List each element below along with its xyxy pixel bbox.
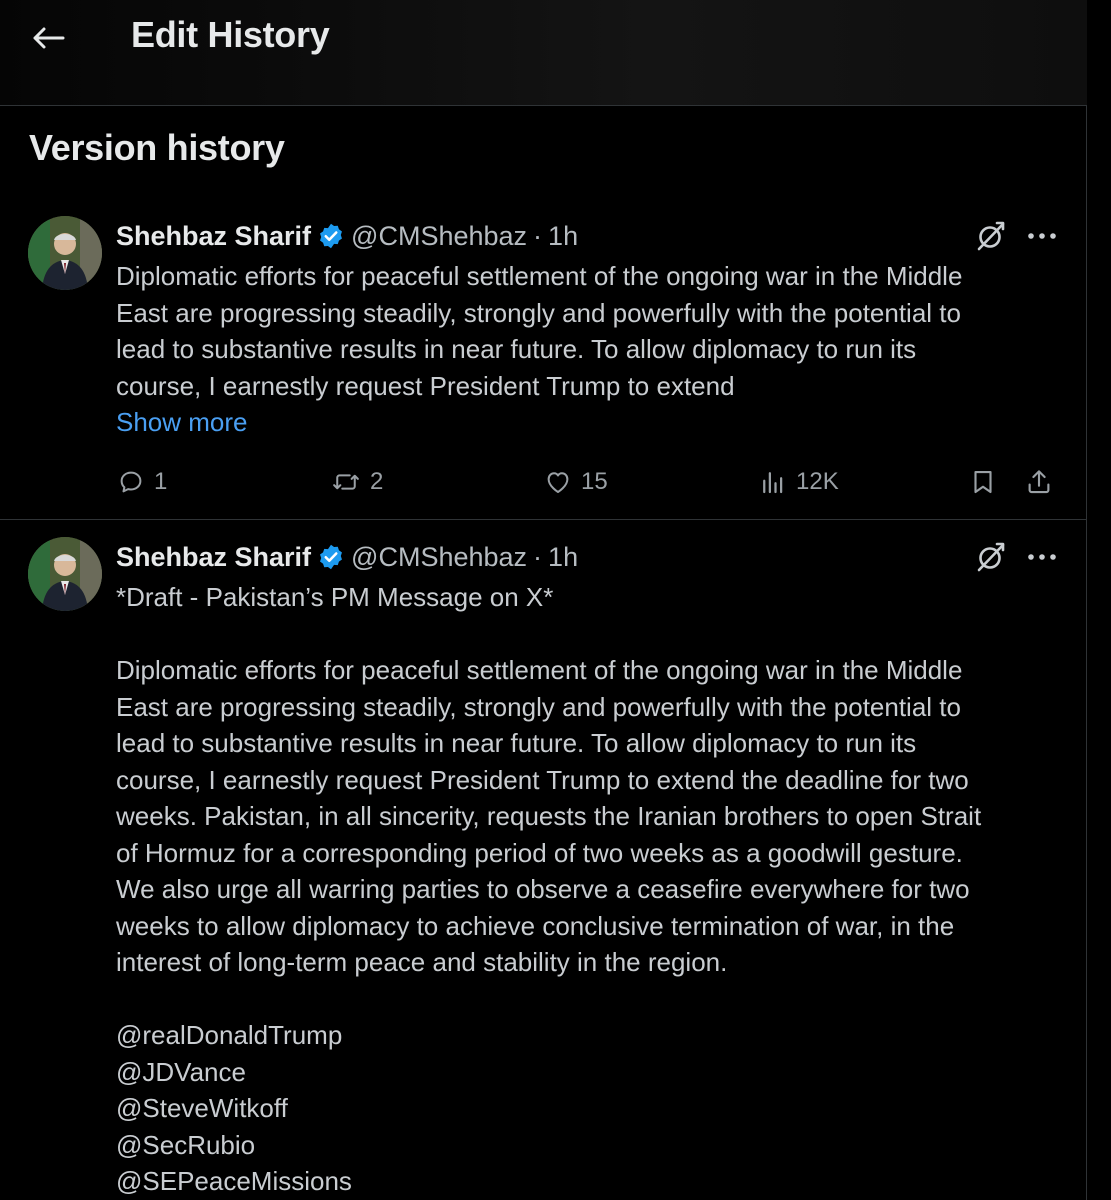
back-button[interactable] [26,18,70,58]
reply-count: 1 [154,468,168,495]
version-history-heading: Version history [29,127,285,168]
post-actions [116,462,1066,502]
avatar[interactable] [28,216,102,290]
mention-link[interactable]: @SEPeaceMissions [116,1166,352,1196]
mention-link[interactable]: @SteveWitkoff [116,1093,288,1123]
heart-icon [543,467,573,497]
top-bar [0,0,1087,106]
mention-link[interactable]: @SecRubio [116,1129,256,1160]
reply-icon [116,467,146,497]
paragraph-break [116,616,1066,653]
share-icon [1024,467,1054,497]
repost-count: 2 [370,468,384,495]
more-options-icon[interactable] [1022,218,1062,254]
views-icon [758,467,788,497]
bookmark-button[interactable] [968,462,998,502]
mention-link[interactable]: @realDonaldTrump [116,1020,343,1050]
author-name[interactable]: Shehbaz Sharif [116,541,312,572]
bookmark-icon [968,467,998,497]
post-time[interactable]: 1h [548,220,579,251]
reply-button[interactable] [116,462,167,502]
post-headline: *Draft - Pakistan’s PM Message on X* [116,582,554,612]
edited-icon [973,218,1009,254]
more-options-icon[interactable] [1022,539,1062,575]
mention-list [116,1017,1066,1200]
repost-icon [330,467,362,497]
post-text-line: We also urge all warring parties to observe a ceasefire everywhere for two [116,874,970,904]
post-body [116,579,1066,1200]
avatar-image [28,537,102,611]
post-text-line: Diplomatic efforts for peaceful settlement of the ongoing war in the Middle [116,655,963,685]
post-text-line: course, I earnestly request President Trump to extend [116,370,735,401]
post-time[interactable]: 1h [548,541,579,572]
post-text-line: weeks. Pakistan, in all sincerity, requests the Iranian brothers to open Strait [116,801,982,831]
edited-icon [973,539,1009,575]
post-text-line: lead to substantive results in near future. To allow diplomacy to run its [116,334,917,364]
page-title: Edit History [131,14,330,55]
like-count: 15 [581,468,608,495]
post-body [116,258,1066,441]
like-button[interactable] [543,462,608,502]
views-count: 12K [796,468,839,495]
author-name[interactable]: Shehbaz Sharif [116,220,312,251]
verified-badge-icon [317,543,345,571]
avatar[interactable] [28,537,102,611]
post-text-line: East are progressing steadily, strongly and powerfully with the potential to [116,691,961,722]
post-text-line: East are progressing steadily, strongly and powerfully with the potential to [116,297,961,328]
post-text-line: lead to substantive results in near future. To allow diplomacy to run its [116,728,917,758]
post-header [116,537,578,577]
post-text-line: weeks to allow diplomacy to achieve conclusive termination of war, in the [116,910,955,941]
author-handle[interactable]: @CMShehbaz [351,220,528,251]
post-version-original[interactable] [0,521,1087,1200]
post-header [116,216,578,256]
verified-badge-icon [317,222,345,250]
arrow-left-icon [31,26,65,50]
post-text-line: of Hormuz for a corresponding period of two weeks as a goodwill gesture. [116,837,963,868]
separator-dot: · [533,541,543,572]
share-button[interactable] [1024,462,1054,502]
post-text-line: course, I earnestly request President Trump to extend the deadline for two [116,764,969,795]
author-handle[interactable]: @CMShehbaz [351,541,528,572]
post-text-line: interest of long-term peace and stability in the region. [116,947,728,977]
repost-button[interactable] [330,462,383,502]
post-version-latest[interactable] [0,200,1087,520]
post-text-line: Diplomatic efforts for peaceful settlement of the ongoing war in the Middle [116,261,963,291]
mention-link[interactable]: @JDVance [116,1056,246,1087]
separator-dot: · [533,220,543,251]
views-button[interactable] [758,462,839,502]
show-more-link[interactable]: Show more [116,407,248,437]
avatar-image [28,216,102,290]
